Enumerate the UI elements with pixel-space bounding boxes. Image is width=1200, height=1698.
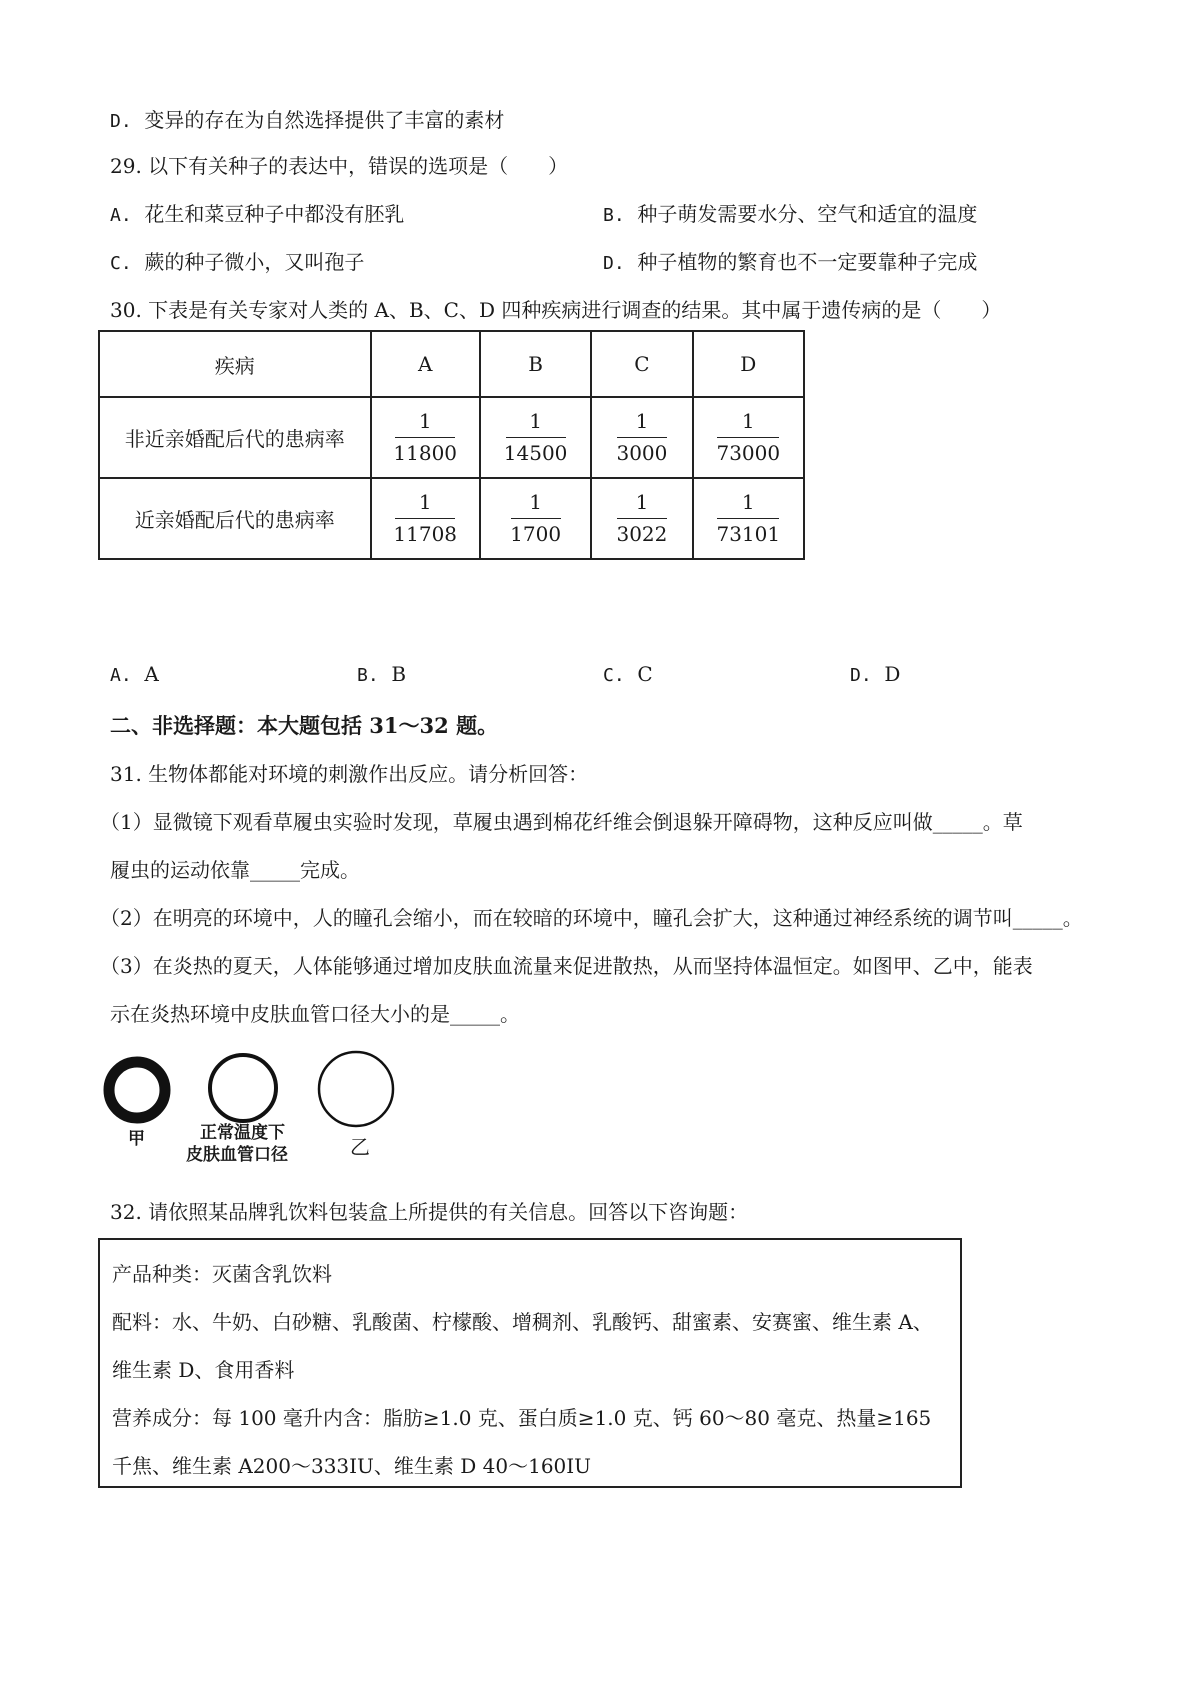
table-header-cell: D	[693, 331, 804, 397]
option-text: A	[144, 662, 159, 686]
option-letter: C.	[603, 665, 625, 686]
row-label: 非近亲婚配后代的患病率	[99, 397, 371, 478]
q31-part3-line1: （3）在炎热的夏天，人体能够通过增加皮肤血流量来促进散热，从而坚持体温恒定。如图甲、乙中，能表	[100, 954, 1033, 978]
q30-option-c	[603, 662, 653, 686]
q31-part2: （2）在明亮的环境中，人的瞳孔会缩小，而在较暗的环境中，瞳孔会扩大，这种通过神经系统的调节叫_____。	[100, 906, 1083, 930]
q29-option-d	[603, 246, 977, 275]
q29-option-c	[110, 246, 364, 275]
q29-option-a	[110, 198, 404, 227]
option-letter: D.	[110, 111, 132, 132]
table-row	[99, 397, 804, 478]
option-letter: A.	[110, 205, 132, 226]
q29-stem: 29. 以下有关种子的表达中，错误的选项是（ ）	[110, 154, 569, 178]
vessel-yi-icon	[319, 1052, 393, 1126]
table-cell	[693, 478, 804, 559]
q31-part1-line2: 履虫的运动依靠_____完成。	[110, 858, 360, 882]
option-text: C	[637, 662, 653, 686]
product-info-box	[98, 1238, 962, 1488]
vessel-jia-icon	[109, 1062, 165, 1118]
fraction: $\frac{1}{11708}$	[393, 490, 458, 546]
q31-stem: 31. 生物体都能对环境的刺激作出反应。请分析回答：	[110, 762, 589, 786]
q31-part1-line1: （1）显微镜下观看草履虫实验时发现，草履虫遇到棉花纤维会倒退躲开障碍物，这种反应叫做_____。草	[100, 810, 1023, 834]
fraction: $\frac{1}{14500}$	[503, 409, 568, 465]
table-row	[99, 478, 804, 559]
option-text: 种子植物的繁育也不一定要靠种子完成	[637, 250, 978, 274]
table-cell	[480, 478, 591, 559]
info-line: 千焦、维生素 A200～333IU、维生素 D 40～160IU	[112, 1454, 592, 1478]
table-header-cell: A	[371, 331, 480, 397]
fraction: $\frac{1}{11800}$	[393, 409, 458, 465]
vessel-normal-icon	[210, 1055, 276, 1121]
option-letter: D.	[603, 253, 625, 274]
fraction: $\frac{1}{73101}$	[716, 490, 781, 546]
info-line: 维生素 D、食用香料	[112, 1358, 295, 1382]
fraction: $\frac{1}{3000}$	[616, 409, 668, 465]
table-header-row	[99, 331, 804, 397]
section-title: 二、非选择题：本大题包括 31～32 题。	[110, 713, 499, 738]
table-cell	[371, 397, 480, 478]
q31-part3-line2: 示在炎热环境中皮肤血管口径大小的是_____。	[110, 1002, 520, 1026]
option-letter: B.	[603, 205, 625, 226]
label-normal-line1: 正常温度下	[200, 1123, 285, 1143]
q30-option-a	[110, 662, 159, 686]
option-letter: A.	[110, 665, 132, 686]
fraction: $\frac{1}{73000}$	[716, 409, 781, 465]
table-header-cell: C	[591, 331, 692, 397]
label-jia: 甲	[128, 1129, 145, 1149]
fraction: $\frac{1}{3022}$	[616, 490, 668, 546]
q30-stem: 30. 下表是有关专家对人类的 A、B、C、D 四种疾病进行调查的结果。其中属于遗传病的是（ ）	[110, 298, 1002, 322]
row-label: 近亲婚配后代的患病率	[99, 478, 371, 559]
option-text: 变异的存在为自然选择提供了丰富的素材	[144, 108, 505, 132]
table-header-cell: B	[480, 331, 591, 397]
table-cell	[480, 397, 591, 478]
option-letter: C.	[110, 253, 132, 274]
info-line: 营养成分：每 100 毫升内含：脂肪≥1.0 克、蛋白质≥1.0 克、钙 60～80 毫克、热量≥165	[112, 1406, 932, 1430]
option-text: D	[884, 662, 901, 686]
info-line: 产品种类：灭菌含乳饮料	[112, 1262, 332, 1286]
table-cell	[371, 478, 480, 559]
q30-option-d	[850, 662, 900, 686]
q30-option-b	[357, 662, 406, 686]
disease-table	[98, 330, 805, 560]
q32-stem: 32. 请依照某品牌乳饮料包装盒上所提供的有关信息。回答以下咨询题：	[110, 1200, 749, 1224]
table-cell	[591, 478, 692, 559]
table-cell	[591, 397, 692, 478]
label-normal-line2: 皮肤血管口径	[186, 1145, 288, 1165]
fraction: $\frac{1}{1700}$	[510, 490, 562, 546]
option-text: 种子萌发需要水分、空气和适宜的温度	[637, 202, 978, 226]
option-text: 花生和菜豆种子中都没有胚乳	[144, 202, 405, 226]
table-header-cell: 疾病	[99, 331, 371, 397]
q28-option-d	[110, 104, 504, 133]
option-text: B	[391, 662, 407, 686]
info-line: 配料：水、牛奶、白砂糖、乳酸菌、柠檬酸、增稠剂、乳酸钙、甜蜜素、安赛蜜、维生素 A、	[112, 1310, 933, 1334]
option-letter: D.	[850, 665, 872, 686]
option-text: 蕨的种子微小，又叫孢子	[144, 250, 365, 274]
table-cell	[693, 397, 804, 478]
option-letter: B.	[357, 665, 379, 686]
q29-option-b	[603, 198, 977, 227]
label-yi: 乙	[350, 1135, 370, 1159]
